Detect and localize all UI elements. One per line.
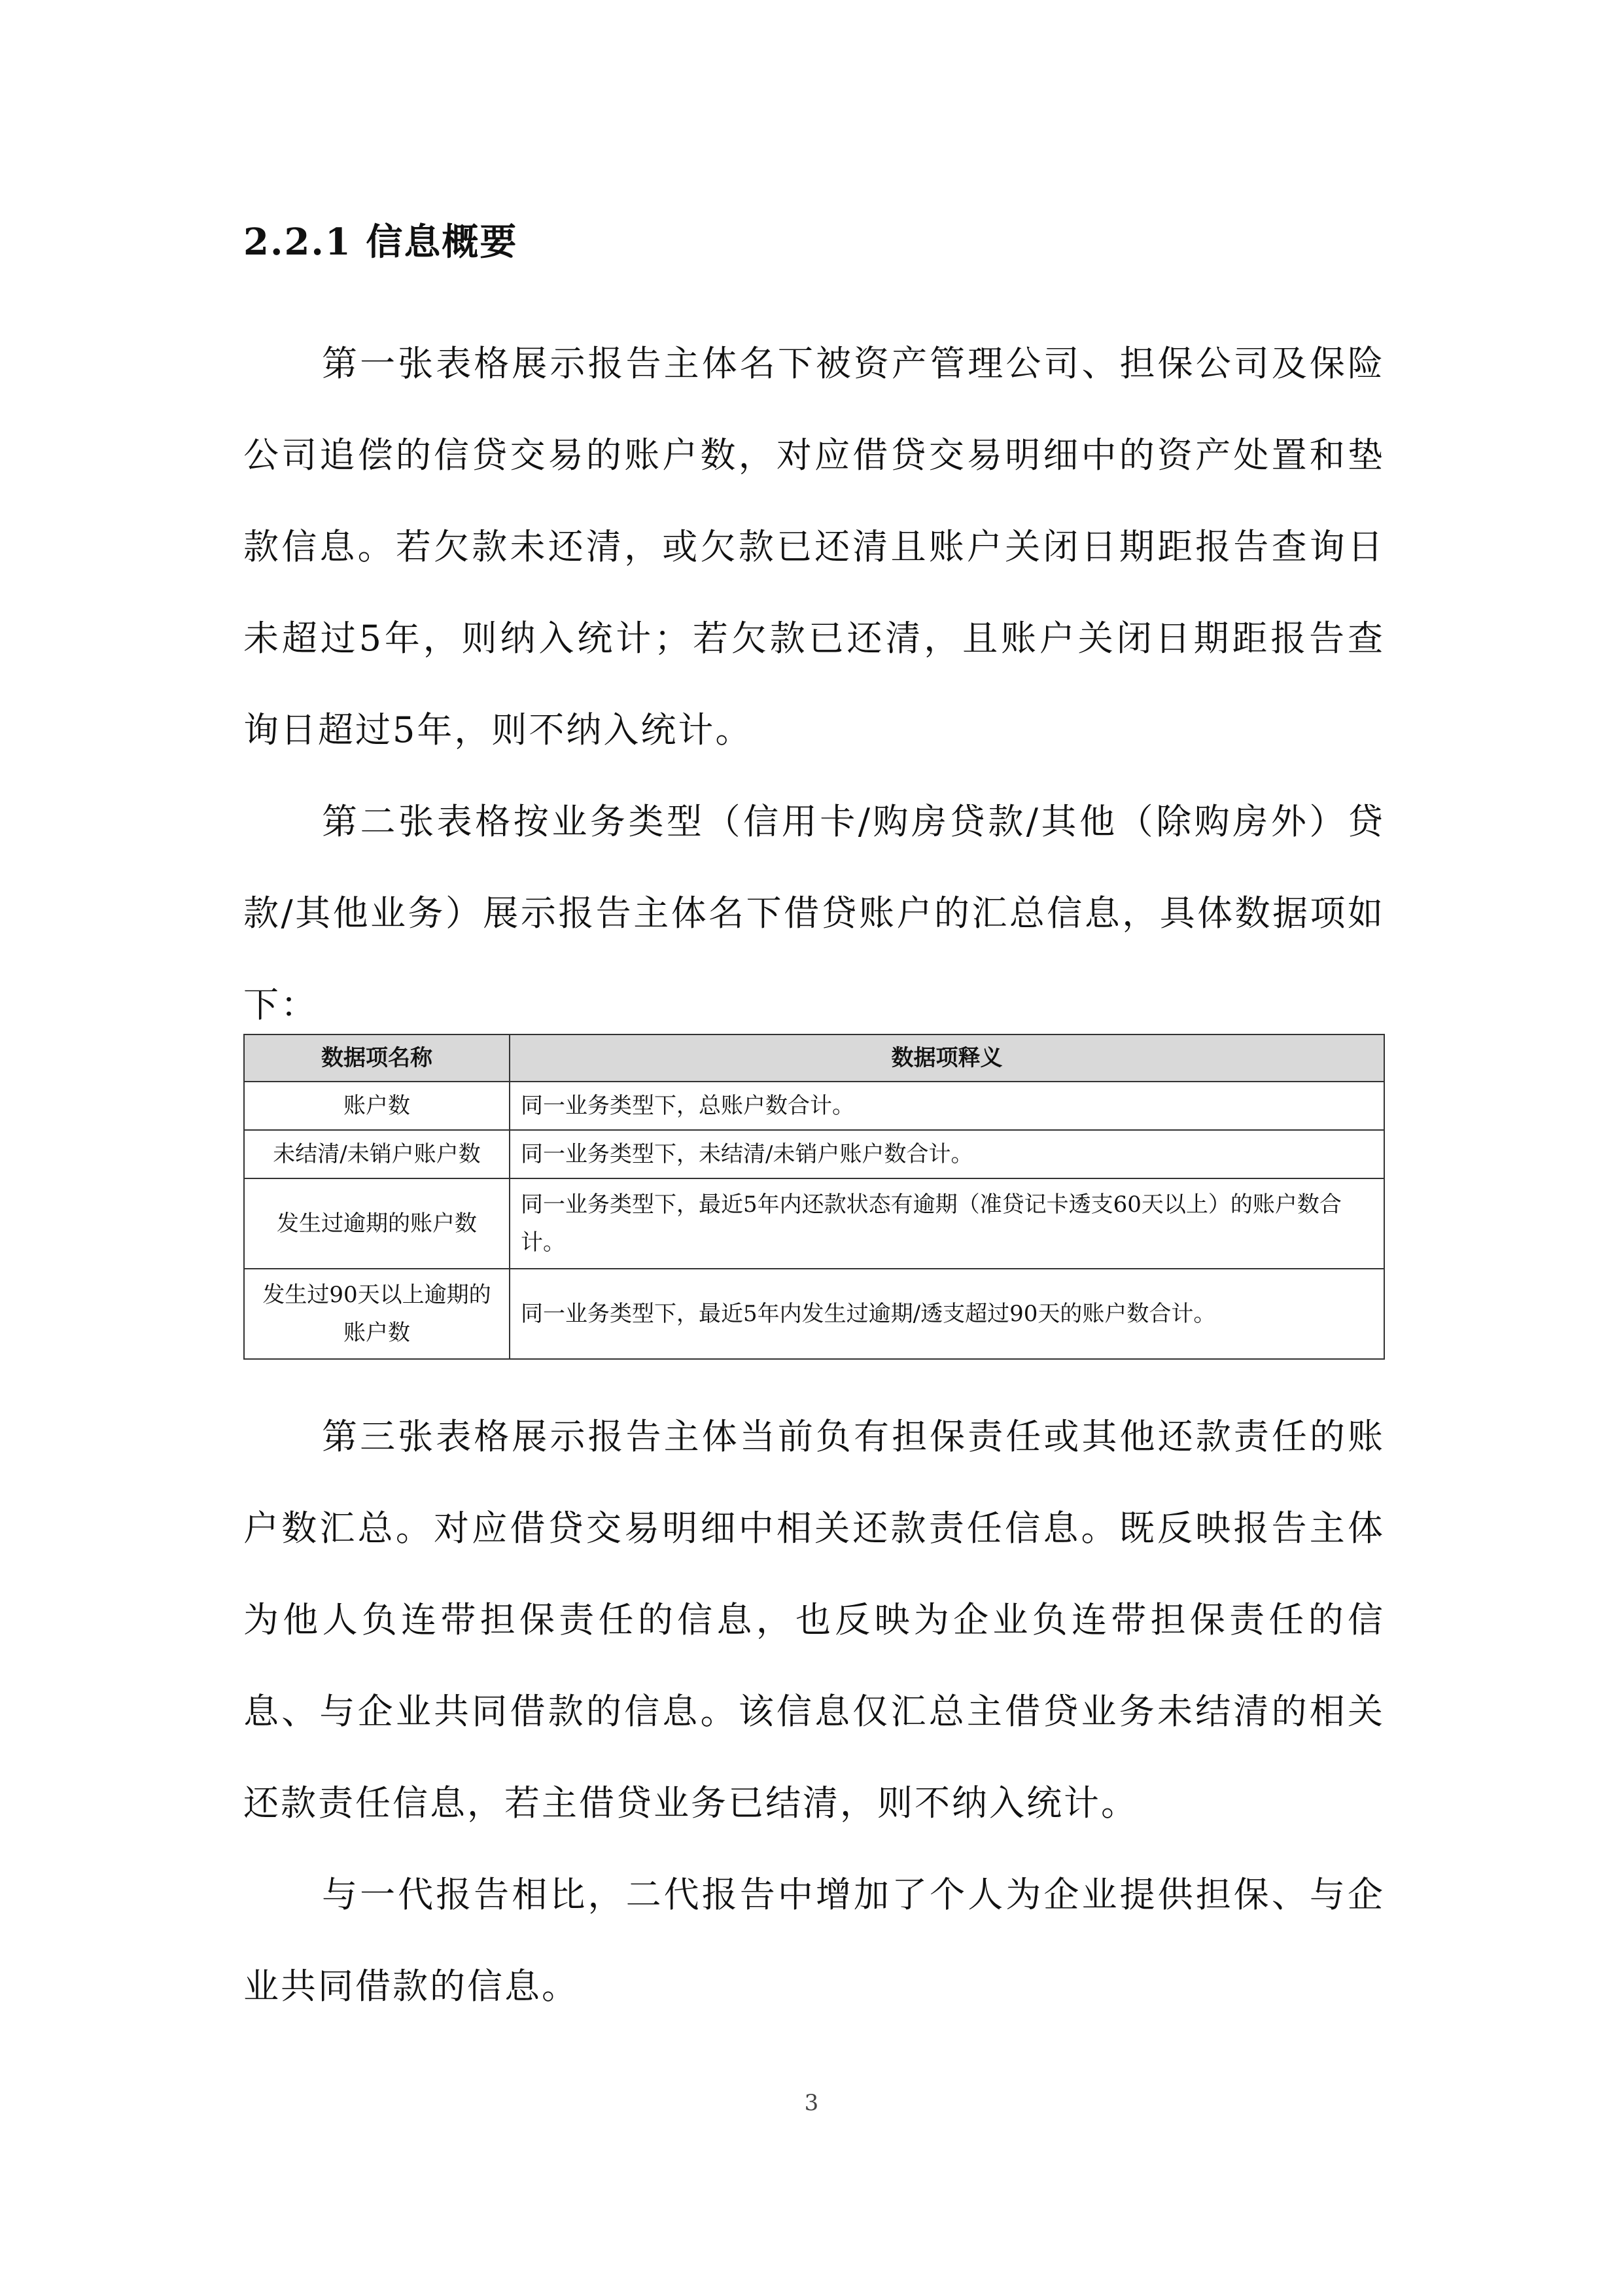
paragraph-first-table: 第一张表格展示报告主体名下被资产管理公司、担保公司及保险公司追偿的信贷交易的账户数，对应借贷交易明细中的资产处置和垫款信息。若欠款未还清，或欠款已还清且账户关闭日期距报告查询日未超过5年，则纳入统计；若欠款已还清，且账户关闭日期距报告查询日超过5年，则不纳入统计。 — [243, 343, 1385, 751]
item-name-cell: 账户数 — [244, 1082, 510, 1130]
table-row — [244, 1082, 1384, 1130]
header-item-definition: 数据项释义 — [510, 1034, 1384, 1082]
paragraph-comparison: 与一代报告相比，二代报告中增加了个人为企业提供担保、与企业共同借款的信息。 — [243, 1874, 1385, 2007]
item-definition-cell: 同一业务类型下，最近5年内发生过逾期/透支超过90天的账户数合计。 — [510, 1269, 1384, 1359]
item-name-cell: 未结清/未销户账户数 — [244, 1130, 510, 1178]
page-number: 3 — [804, 2090, 819, 2116]
paragraph-third-table: 第三张表格展示报告主体当前负有担保责任或其他还款责任的账户数汇总。对应借贷交易明细中相关还款责任信息。既反映报告主体为他人负连带担保责任的信息，也反映为企业负连带担保责任的信息、与企业共同借款的信息。该信息仅汇总主借贷业务未结清的相关还款责任信息，若主借贷业务已结清，则不纳入统计。 — [243, 1416, 1385, 1824]
item-definition-cell: 同一业务类型下，总账户数合计。 — [510, 1082, 1384, 1130]
table-row — [244, 1178, 1384, 1269]
table-row — [244, 1269, 1384, 1359]
item-definition-cell: 同一业务类型下，未结清/未销户账户数合计。 — [510, 1130, 1384, 1178]
table-header-row — [244, 1034, 1384, 1082]
section-heading: 2.2.1 信息概要 — [243, 221, 518, 264]
item-name-cell: 发生过逾期的账户数 — [244, 1178, 510, 1269]
data-item-definition-table — [243, 1034, 1385, 1360]
paragraph-second-table: 第二张表格按业务类型（信用卡/购房贷款/其他（除购房外）贷款/其他业务）展示报告主体名下借贷账户的汇总信息，具体数据项如下： — [243, 801, 1385, 1025]
header-item-name: 数据项名称 — [244, 1034, 510, 1082]
table-row — [244, 1130, 1384, 1178]
item-definition-cell: 同一业务类型下，最近5年内还款状态有逾期（准贷记卡透支60天以上）的账户数合计。 — [510, 1178, 1384, 1269]
item-name-cell: 发生过90天以上逾期的账户数 — [244, 1269, 510, 1359]
